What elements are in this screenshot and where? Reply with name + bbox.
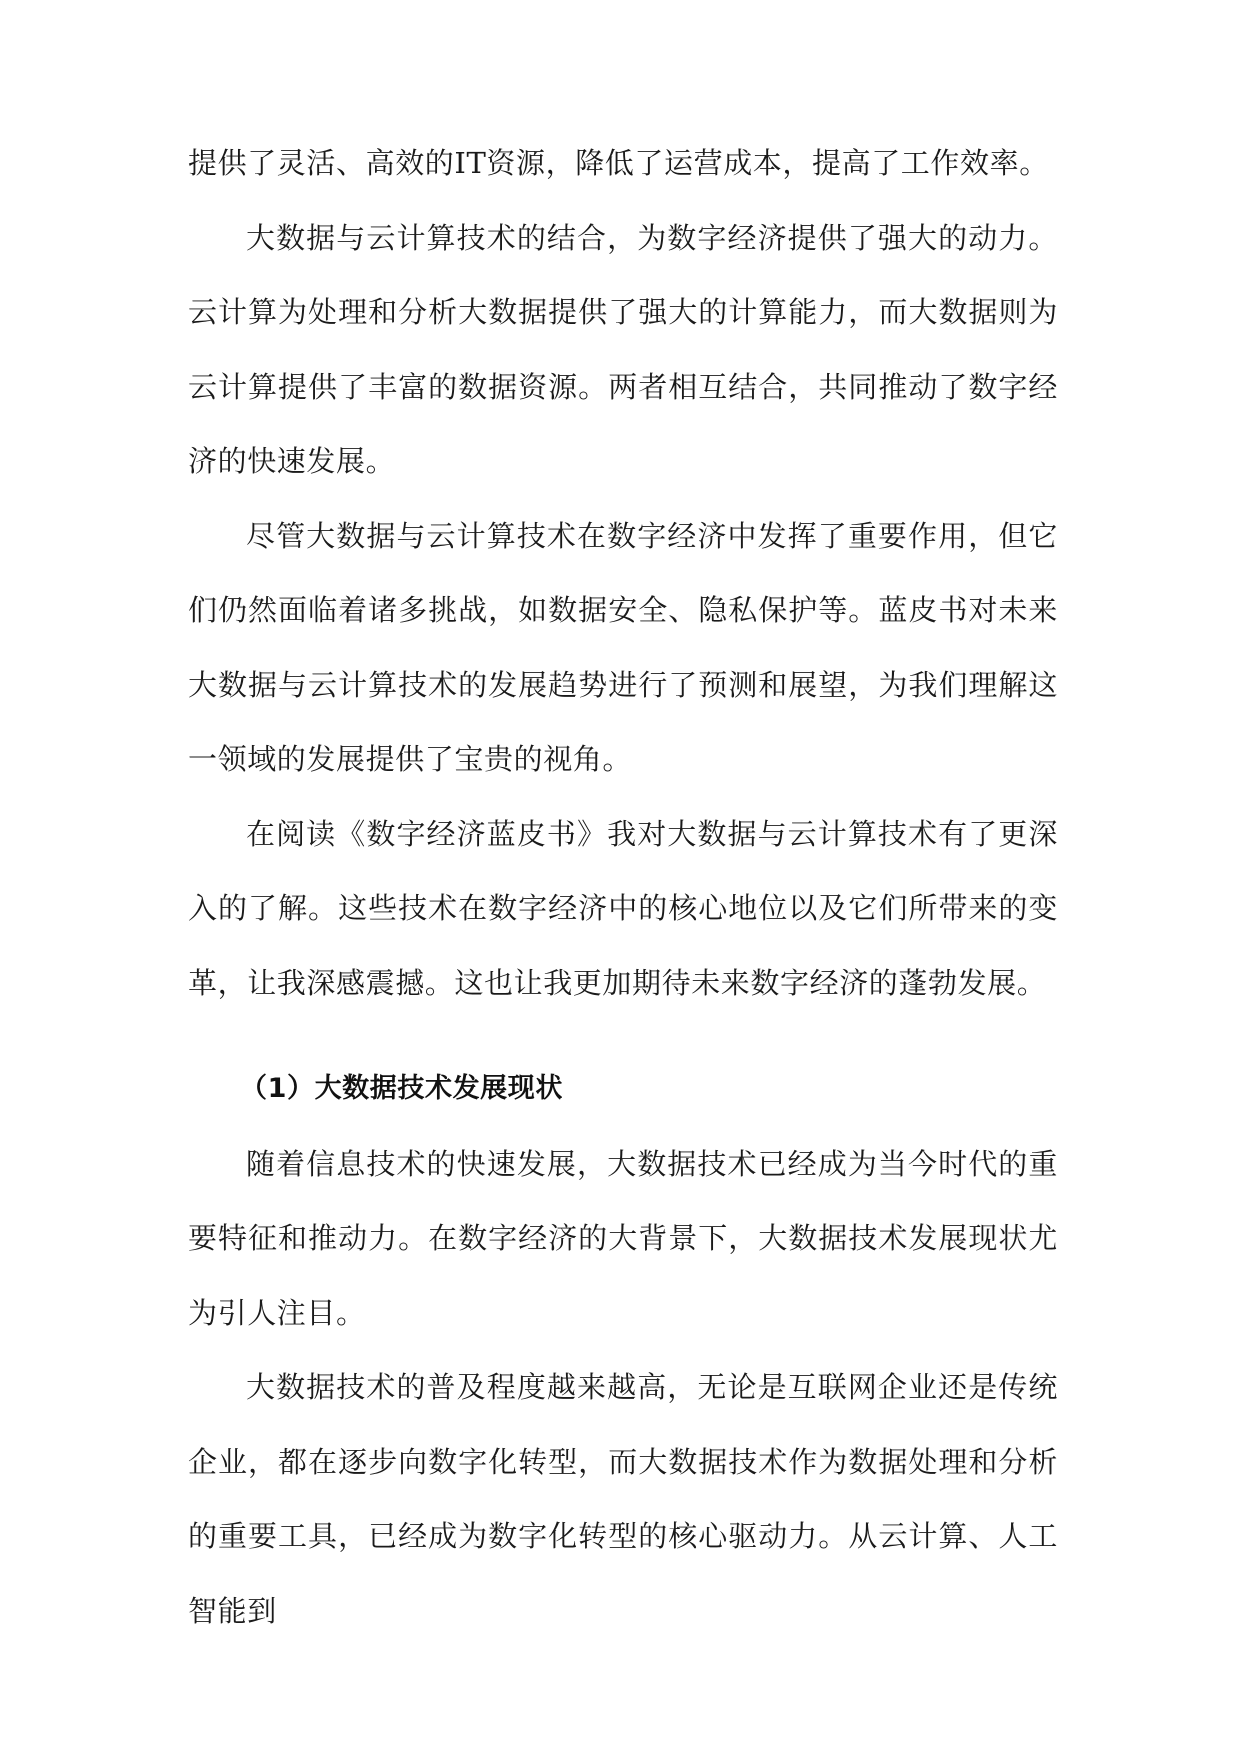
section-heading: （1）大数据技术发展现状 (240, 1073, 563, 1104)
document-body (188, 126, 1058, 1648)
paragraph-3: 尽管大数据与云计算技术在数字经济中发挥了重要作用，但它们仍然面临着诸多挑战，如数据安全、隐私保护等。蓝皮书对未来大数据与云计算技术的发展趋势进行了预测和展望，为我们理解这一领域的发展提供了宝贵的视角。 (188, 518, 1058, 776)
paragraph-1: 提供了灵活、高效的IT资源，降低了运营成本，提高了工作效率。 (188, 146, 1049, 180)
paragraph-2: 大数据与云计算技术的结合，为数字经济提供了强大的动力。云计算为处理和分析大数据提供了强大的计算能力，而大数据则为云计算提供了丰富的数据资源。两者相互结合，共同推动了数字经济的快速发展。 (188, 220, 1058, 478)
paragraph-5: 随着信息技术的快速发展，大数据技术已经成为当今时代的重要特征和推动力。在数字经济的大背景下，大数据技术发展现状尤为引人注目。 (188, 1146, 1058, 1330)
paragraph-4: 在阅读《数字经济蓝皮书》我对大数据与云计算技术有了更深入的了解。这些技术在数字经济中的核心地位以及它们所带来的变革，让我深感震撼。这也让我更加期待未来数字经济的蓬勃发展。 (188, 816, 1058, 1000)
paragraph-6: 大数据技术的普及程度越来越高，无论是互联网企业还是传统企业，都在逐步向数字化转型，而大数据技术作为数据处理和分析的重要工具，已经成为数字化转型的核心驱动力。从云计算、人工智能到 (188, 1370, 1058, 1628)
